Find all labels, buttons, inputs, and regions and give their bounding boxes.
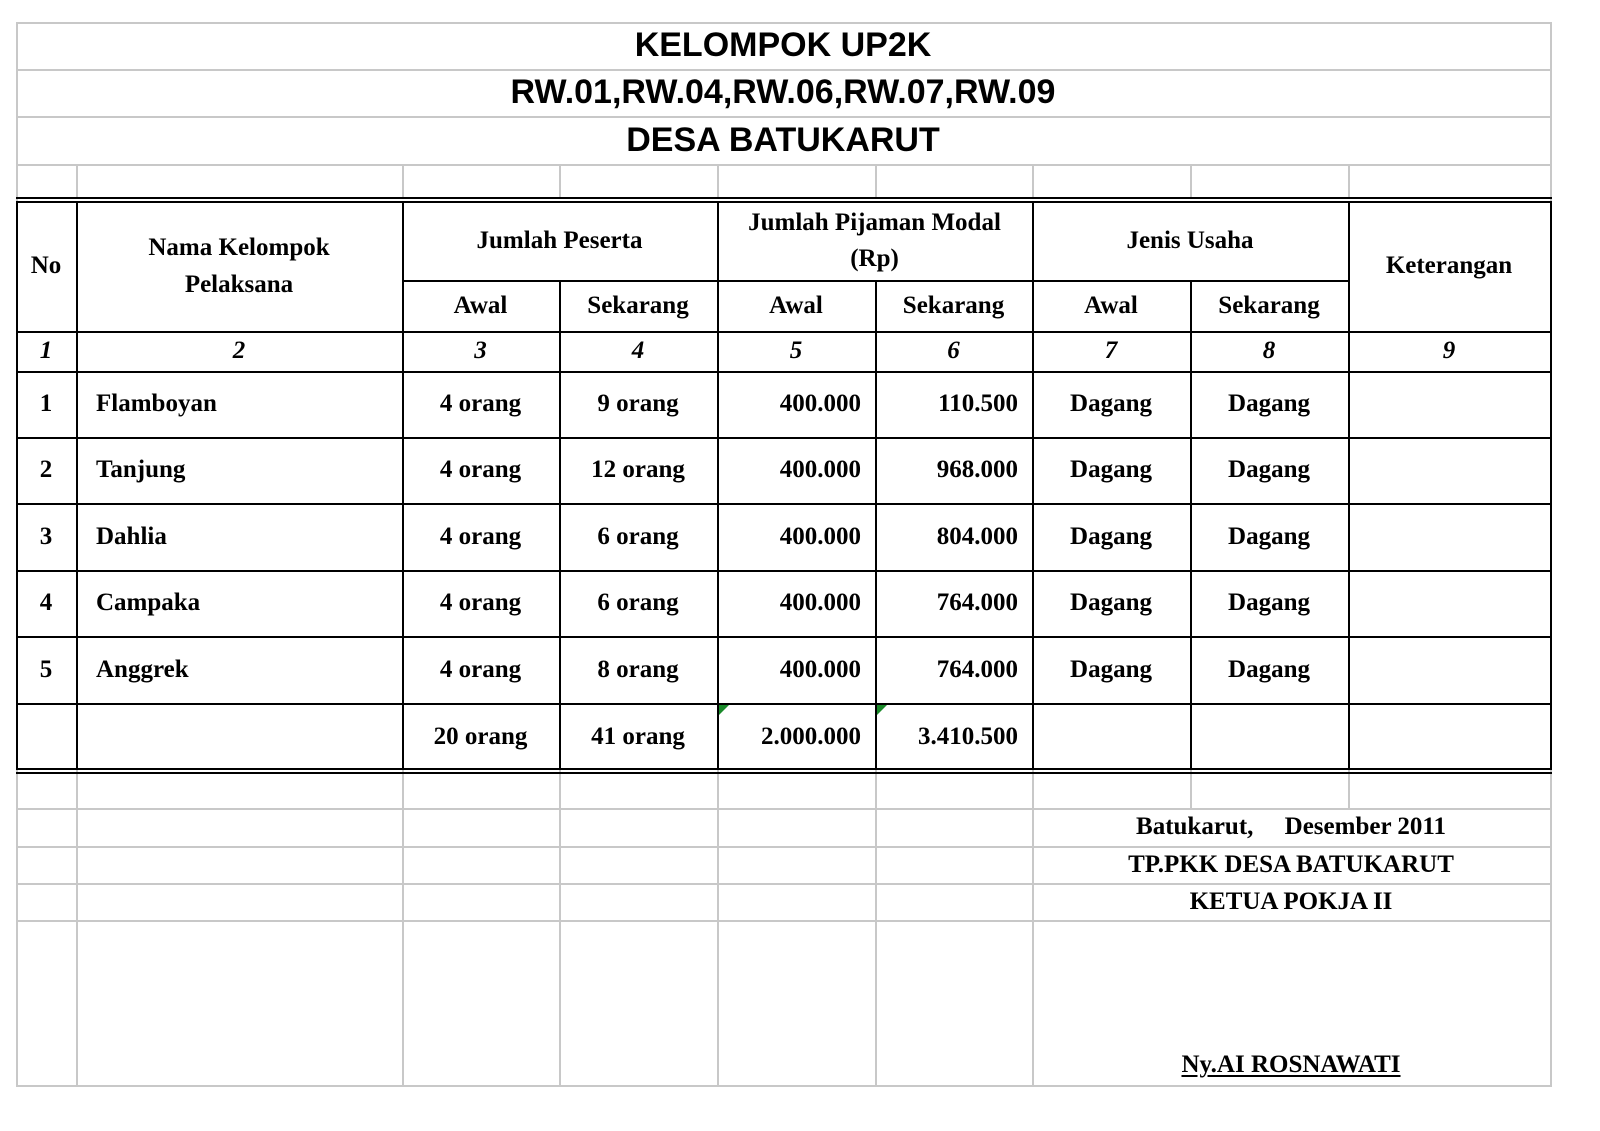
cell-usaha-sekarang[interactable]: Dagang: [1228, 589, 1310, 616]
cell-usaha-awal[interactable]: Dagang: [1070, 589, 1152, 616]
gridline: [1348, 164, 1350, 199]
header-awal[interactable]: Awal: [1084, 292, 1138, 319]
error-indicator-icon: [719, 705, 729, 715]
title-line1[interactable]: KELOMPOK UP2K: [634, 26, 932, 64]
cell-nama[interactable]: Anggrek: [96, 655, 189, 683]
cell-usaha-awal[interactable]: Dagang: [1070, 522, 1152, 550]
cell-nama[interactable]: Dahlia: [96, 522, 167, 550]
gridline: [717, 164, 719, 199]
cell-usaha-awal[interactable]: Dagang: [1070, 456, 1152, 483]
header-keterangan[interactable]: Keterangan: [1385, 252, 1513, 279]
header-no[interactable]: No: [30, 252, 62, 279]
header-jumlah-peserta[interactable]: Jumlah Peserta: [476, 227, 643, 254]
header-jenis-usaha[interactable]: Jenis Usaha: [1126, 227, 1254, 254]
column-number[interactable]: 1: [39, 337, 53, 364]
cell-modal-sekarang[interactable]: 804.000: [936, 522, 1018, 550]
header-sekarang[interactable]: Sekarang: [587, 292, 689, 319]
gridline: [1190, 770, 1192, 808]
cell-keterangan[interactable]: [1348, 570, 1550, 636]
gridline: [16, 164, 1552, 166]
header-pinjaman-line: (Rp): [850, 245, 899, 272]
gridline: [717, 770, 719, 1087]
cell-no[interactable]: 1: [39, 390, 53, 417]
cell-keterangan[interactable]: [1348, 503, 1550, 570]
cell-modal-sekarang[interactable]: 110.500: [938, 390, 1018, 417]
cell-nama[interactable]: Campaka: [96, 589, 201, 616]
cell-peserta-sekarang[interactable]: 12 orang: [591, 456, 685, 483]
cell-no[interactable]: 4: [39, 589, 53, 616]
title-line2[interactable]: RW.01,RW.04,RW.06,RW.07,RW.09: [510, 73, 1056, 111]
gridline: [559, 164, 561, 199]
cell-peserta-sekarang[interactable]: 6 orang: [597, 589, 679, 616]
gridline: [402, 770, 404, 1087]
column-number[interactable]: 4: [631, 337, 645, 364]
cell-keterangan[interactable]: [1348, 371, 1550, 437]
cell-peserta-awal[interactable]: 4 orang: [439, 390, 522, 417]
total-modal-sekarang[interactable]: 3.410.500: [918, 722, 1018, 750]
gridline: [1550, 201, 1552, 770]
gridline: [16, 920, 1552, 922]
header-awal[interactable]: Awal: [453, 292, 508, 319]
cell-peserta-sekarang[interactable]: 9 orang: [597, 390, 679, 417]
total-modal-awal[interactable]: 2.000.000: [761, 722, 861, 750]
cell-usaha-sekarang[interactable]: Dagang: [1228, 655, 1310, 683]
cell-modal-awal[interactable]: 400.000: [779, 655, 861, 683]
column-number[interactable]: 7: [1104, 337, 1118, 364]
cell-usaha-sekarang[interactable]: Dagang: [1228, 522, 1310, 550]
cell-usaha-sekarang[interactable]: Dagang: [1228, 390, 1310, 417]
gridline: [1032, 164, 1034, 199]
gridline: [76, 164, 78, 199]
total-peserta-awal[interactable]: 20 orang: [433, 722, 528, 750]
gridline: [16, 1085, 1552, 1087]
header-awal[interactable]: Awal: [769, 292, 823, 319]
column-number[interactable]: 2: [232, 337, 246, 364]
cell-usaha-awal[interactable]: Dagang: [1070, 655, 1152, 683]
cell-usaha-awal[interactable]: Dagang: [1070, 390, 1152, 417]
cell-modal-sekarang[interactable]: 764.000: [936, 655, 1018, 683]
cell-modal-awal[interactable]: 400.000: [779, 522, 861, 550]
cell-modal-awal[interactable]: 400.000: [779, 390, 861, 417]
error-indicator-icon: [877, 705, 887, 715]
gridline: [559, 770, 561, 1087]
cell-keterangan[interactable]: [1348, 636, 1550, 703]
cell-no[interactable]: 3: [39, 522, 53, 550]
cell-modal-awal[interactable]: 400.000: [779, 456, 861, 483]
column-number[interactable]: 6: [947, 337, 960, 364]
cell-modal-sekarang[interactable]: 764.000: [936, 589, 1018, 616]
signature-position[interactable]: KETUA POKJA II: [1189, 887, 1393, 915]
gridline: [1190, 164, 1192, 199]
gridline: [875, 164, 877, 199]
header-sekarang[interactable]: Sekarang: [902, 292, 1005, 319]
gridline: [875, 770, 877, 1087]
cell-no[interactable]: 2: [39, 456, 53, 483]
header-nama-line: Nama Kelompok: [148, 234, 330, 261]
cell-peserta-awal[interactable]: 4 orang: [439, 655, 522, 683]
gridline: [76, 770, 78, 1087]
header-sekarang[interactable]: Sekarang: [1218, 292, 1320, 319]
cell-nama[interactable]: Tanjung: [96, 456, 186, 483]
cell-peserta-awal[interactable]: 4 orang: [439, 589, 522, 616]
cell-peserta-awal[interactable]: 4 orang: [439, 456, 522, 483]
cell-peserta-awal[interactable]: 4 orang: [439, 522, 522, 550]
gridline: [16, 772, 1552, 774]
signature-place-date[interactable]: Batukarut, Desember 2011: [1136, 813, 1446, 840]
column-number[interactable]: 8: [1262, 337, 1276, 364]
total-peserta-sekarang[interactable]: 41 orang: [591, 722, 685, 750]
column-number[interactable]: 9: [1442, 337, 1456, 364]
header-nama[interactable]: [76, 201, 402, 331]
header-pinjaman-line: Jumlah Pijaman Modal: [748, 209, 1001, 236]
cell-no[interactable]: 5: [39, 655, 53, 683]
header-jumlah-pinjaman[interactable]: [717, 201, 1032, 281]
title-line3[interactable]: DESA BATUKARUT: [626, 120, 940, 159]
cell-modal-sekarang[interactable]: 968.000: [936, 456, 1018, 483]
cell-peserta-sekarang[interactable]: 6 orang: [597, 522, 679, 550]
column-number[interactable]: 5: [789, 337, 803, 364]
cell-nama[interactable]: Flamboyan: [96, 390, 217, 417]
cell-modal-awal[interactable]: 400.000: [779, 589, 861, 616]
cell-keterangan[interactable]: [1348, 437, 1550, 503]
cell-peserta-sekarang[interactable]: 8 orang: [597, 655, 679, 683]
cell-usaha-sekarang[interactable]: Dagang: [1228, 456, 1310, 483]
gridline: [402, 164, 404, 199]
header-nama-line: Pelaksana: [184, 271, 294, 298]
gridline: [16, 197, 1552, 199]
column-number[interactable]: 3: [474, 337, 487, 364]
signature-name[interactable]: Ny.AI ROSNAWATI: [1181, 1051, 1401, 1078]
gridline: [1348, 770, 1350, 808]
signature-org[interactable]: TP.PKK DESA BATUKARUT: [1128, 850, 1454, 878]
